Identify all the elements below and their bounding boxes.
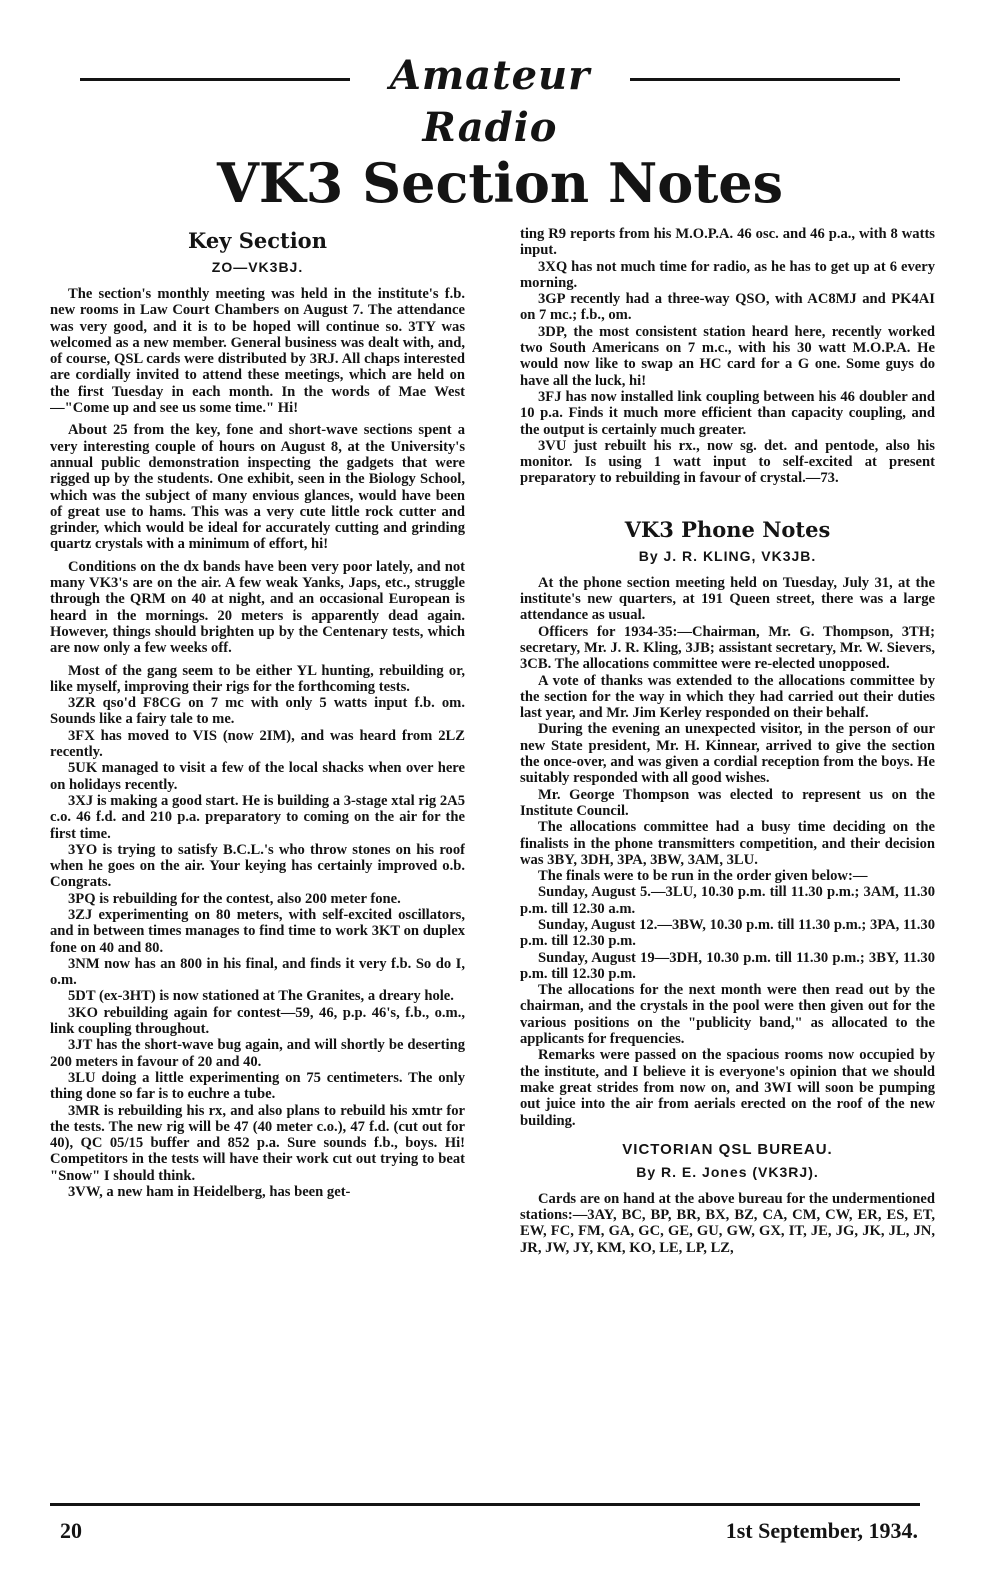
- phone-section-heading: VK3 Phone Notes: [624, 516, 831, 542]
- paragraph: The allocations committee had a busy time deciding on the finalists in the phone transmitters competition, and their decision was 3BY, 3DH, 3PA, 3BW, 3AM, 3LU.: [520, 819, 935, 868]
- paragraph: 3ZR qso'd F8CG on 7 mc with only 5 watts input f.b. om. Sounds like a fairy tale to me.: [50, 695, 465, 728]
- paragraph: About 25 from the key, fone and short-wave sections spent a very interesting couple of hours on August 8, at the University's annual public demonstration inspecting the gadgets that were rigged up by the students. One exhibit, seen in the Biology School, which was the subject of many envious glances, would have been of great use to hams. This was a very cute little rock cutter and grinder, which would be ideal for accurately cutting and grinding quartz crystals with a minimum of effort, hi!: [50, 422, 465, 553]
- page-title: VK3 Section Notes: [216, 151, 784, 215]
- paragraph: 3MR is rebuilding his rx, and also plans to rebuild his xmtr for the tests. The new rig will be 47 (40 meter c.o.), 47 f.d. (cut out for 40), QC 05/15 buffer and 852 p.a. Sure sounds f.b., boys. Hi! Competitors in the tests will have their work cut out trying to beat "Snow" I should think.: [50, 1102, 465, 1184]
- paragraph: 3KO rebuilding again for contest—59, 46, p.p. 46's, f.b., o.m., link coupling throughout.: [50, 1004, 465, 1038]
- paragraph: 3VU just rebuilt his rx., now sg. det. and pentode, also his monitor. Is using 1 watt input to self-excited at present preparatory to rebuilding in favour of crystal.—73.: [520, 437, 935, 487]
- key-section-continued-body: [520, 226, 935, 487]
- paragraph: 5UK managed to visit a few of the local shacks when over here on holidays recently.: [50, 760, 465, 793]
- paragraph: 3GP recently had a three-way QSO, with AC8MJ and PK4AI on 7 mc.; f.b., om.: [520, 291, 935, 324]
- paragraph: The finals were to be run in the order given below:—: [538, 868, 868, 885]
- right-column: [520, 226, 935, 1496]
- paragraph: 3YO is trying to satisfy B.C.L.'s who throw stones on his roof when he goes on the air. Your keying has certainly improved o.b. Congrats.: [50, 841, 465, 891]
- paragraph: A vote of thanks was extended to the allocations committee by the section for the way in which they had carried out their duties last year, and Mr. Jim Kerley responded on their behalf.: [520, 672, 935, 722]
- phone-section-body: [520, 575, 935, 1129]
- paragraph: Mr. George Thompson was elected to represent us on the Institute Council.: [520, 786, 935, 819]
- qsl-section-body: [520, 1191, 935, 1256]
- paragraph: 3LU doing a little experimenting on 75 centimeters. The only thing done so far is to euchre a tube.: [50, 1069, 465, 1103]
- paragraph: During the evening an unexpected visitor, in the person of our new State president, Mr. H. Kinnear, arrived to give the section the once-over, and was given a cordial reception from the boys. He suitably responded with all good wishes.: [520, 721, 935, 787]
- paragraph: The section's monthly meeting was held in the institute's f.b. new rooms in Law Court Chambers on August 7. The attendance was very good, and it is to be hoped will continue so. 3TY was welcomed as a new member. General business was dealt with, and, of course, QSL cards were distributed by 3RJ. All chaps interested are cordially invited to attend these meetings, which are held on the first Tuesday in each month. In the words of Mae West—"Come up and see us some time." Hi!: [50, 286, 465, 417]
- paragraph: Officers for 1934-35:—Chairman, Mr. G. Thompson, 3TH; secretary, Mr. J. R. Kling, 3JB; assistant secretary, Mr. W. Sievers, 3CB. The allocations committee were re-elected unopposed.: [520, 623, 935, 673]
- paragraph: 3XJ is making a good start. He is building a 3-stage xtal rig 2A5 c.o. 46 f.d. and 210 p.a. preparatory to coming on the air for the first time.: [50, 792, 465, 842]
- paragraph: Most of the gang seem to be either YL hunting, rebuilding or, like myself, improving their rigs for the forthcoming tests.: [50, 662, 465, 695]
- paragraph: Sunday, August 5.—3LU, 10.30 p.m. till 11.30 p.m.; 3AM, 11.30 p.m. till 12.30 a.m.: [520, 884, 935, 917]
- paragraph: 3PQ is rebuilding for the contest, also 200 meter fone.: [68, 890, 401, 907]
- qsl-section-byline: By R. E. Jones (VK3RJ).: [636, 1163, 819, 1180]
- masthead: [80, 50, 900, 151]
- masthead-rule-right: [630, 78, 900, 81]
- paragraph: 3JT has the short-wave bug again, and will shortly be deserting 200 meters in favour of 20 and 40.: [50, 1037, 465, 1070]
- paragraph: 3DP, the most consistent station heard here, recently worked two South Americans on 7 m.c., with his 30 watt M.O.P.A. He would now like to swap an HC card for a G one. Some guys do have all the luck, hi!: [520, 323, 935, 389]
- phone-section-byline: By J. R. KLING, VK3JB.: [638, 547, 817, 564]
- issue-date: 1st September, 1934.: [725, 1518, 918, 1543]
- paragraph: 3VW, a new ham in Heidelberg, has been get-: [68, 1184, 351, 1201]
- paragraph: Remarks were passed on the spacious rooms now occupied by the institute, and I believe it is everyone's opinion that we should make great strides from now on, and 3WI will soon be pumping out juice into the air from aerials erected on the roof of the new building.: [520, 1047, 935, 1129]
- paragraph: 3FX has moved to VIS (now 2IM), and was heard from 2LZ recently.: [50, 727, 465, 761]
- left-column: [50, 226, 465, 1496]
- footer-rule: [50, 1503, 920, 1506]
- paragraph: Cards are on hand at the above bureau for the undermentioned stations:—3AY, BC, BP, BR, BX, BZ, CA, CM, CW, ER, ES, ET, EW, FC, FM, GA, GC, GE, GU, GW, GX, IT, JE, JG, JK, JL, JN, JR, JW, JY, KM, KO, LE, LP, LZ,: [520, 1190, 935, 1256]
- paragraph: Conditions on the dx bands have been very poor lately, and not many VK3's are on the air. A few weak Yanks, Japs, etc., struggle through the QRM on 40 at night, and an occasional European is heard in the mornings. 20 meters is apparently dead again. However, things should brighten up by the Centenary tests, which are now only a few weeks off.: [50, 558, 465, 657]
- key-section-heading: Key Section: [188, 228, 327, 253]
- paragraph: The allocations for the next month were then read out by the chairman, and the crystals in the pool were then given out for the various positions on the "publicity band," as allocated to the applicants for frequencies.: [520, 982, 935, 1048]
- paragraph: 3XQ has not much time for radio, as he has to get up at 6 every morning.: [520, 258, 935, 291]
- paragraph: At the phone section meeting held on Tuesday, July 31, at the institute's new quarters, at 191 Queen street, there was a large attendance as usual.: [520, 574, 935, 624]
- paragraph: ting R9 reports from his M.O.P.A. 46 osc. and 46 p.a., with 8 watts input.: [520, 226, 935, 259]
- key-section-body: [50, 286, 465, 1200]
- paragraph: 3ZJ experimenting on 80 meters, with self-excited oscillators, and in between times manages to find time to work 3KT on duplex fone on 40 and 80.: [50, 906, 465, 956]
- masthead-logo: Amateur Radio: [389, 52, 591, 151]
- qsl-section-heading: VICTORIAN QSL BUREAU.: [622, 1140, 833, 1158]
- paragraph: 3NM now has an 800 in his final, and finds it very f.b. So do I, o.m.: [50, 955, 465, 989]
- page-number: 20: [60, 1518, 82, 1543]
- paragraph: 5DT (ex-3HT) is now stationed at The Granites, a dreary hole.: [68, 988, 454, 1005]
- paragraph: 3FJ has now installed link coupling between his 46 doubler and 10 p.a. Finds it much more efficient than capacity coupling, and the output is certainly much greater.: [520, 388, 935, 438]
- masthead-rule-left: [80, 78, 350, 81]
- paragraph: Sunday, August 19—3DH, 10.30 p.m. till 11.30 p.m.; 3BY, 11.30 p.m. till 12.30 p.m.: [520, 949, 935, 982]
- key-section-byline: ZO—VK3BJ.: [211, 259, 304, 275]
- paragraph: Sunday, August 12.—3BW, 10.30 p.m. till 11.30 p.m.; 3PA, 11.30 p.m. till 12.30 p.m.: [520, 916, 935, 950]
